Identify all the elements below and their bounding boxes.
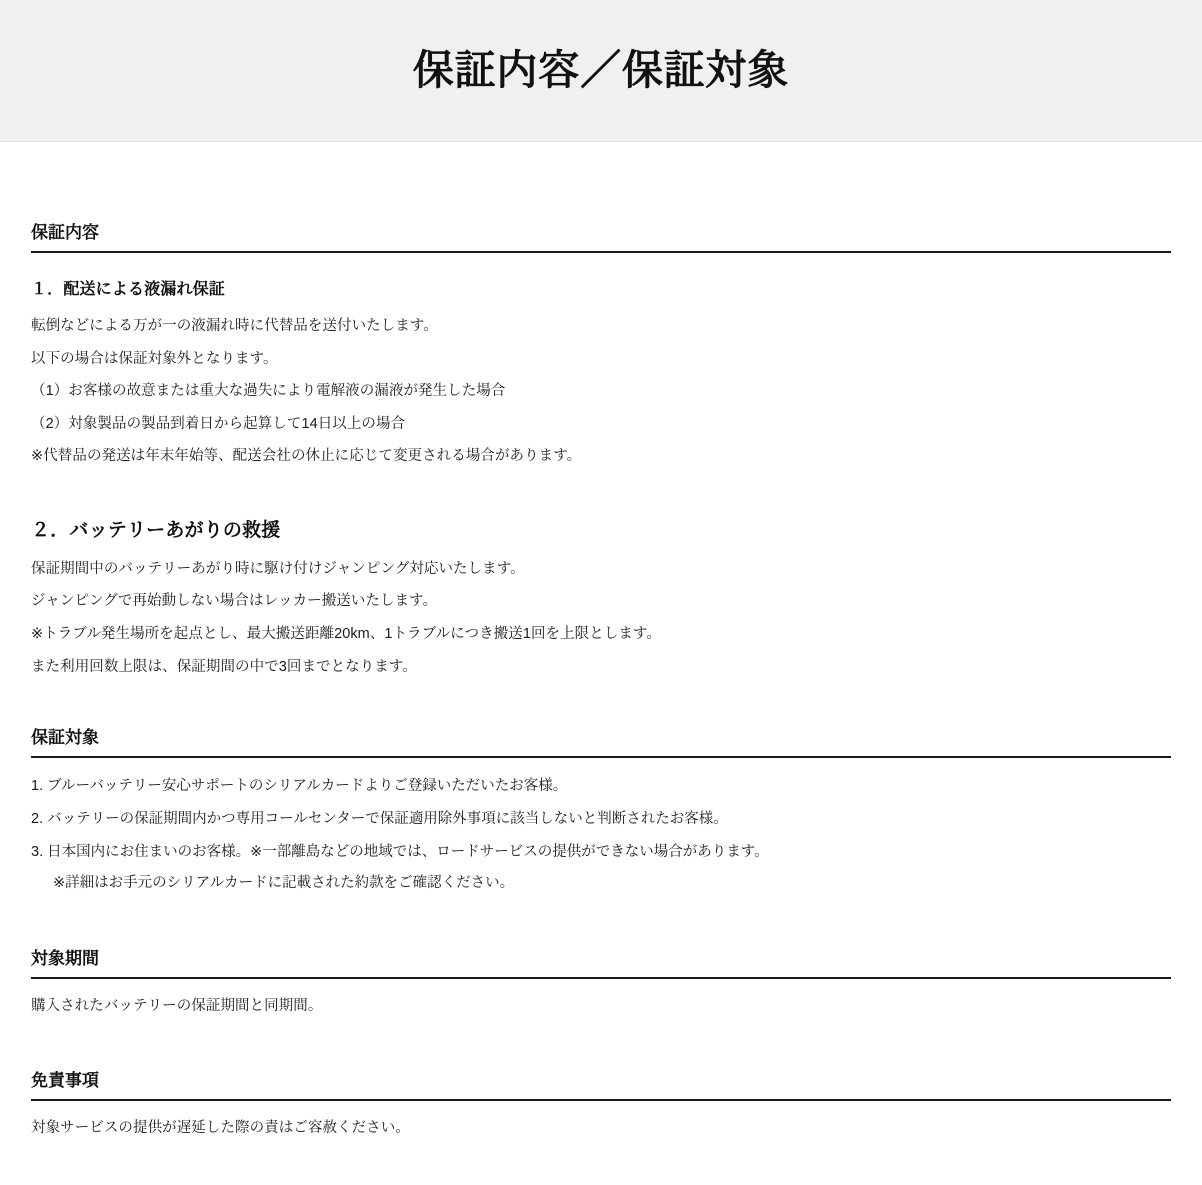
list-item: 2. バッテリーの保証期間内かつ専用コールセンターで保証適用除外事項に該当しないと判断されたお客様。 (31, 811, 728, 828)
paragraph: 以下の場合は保証対象外となります。 (31, 350, 278, 367)
list-item: 1. ブルーバッテリー安心サポートのシリアルカードよりご登録いただいたお客様。 (31, 778, 568, 795)
paragraph: 転倒などによる万が一の液漏れ時に代替品を送付いたします。 (31, 318, 438, 334)
subsection-heading-battery-rescue: ２．バッテリーあがりの救援 (31, 519, 281, 541)
paragraph: （1）お客様の故意または重大な過失により電解液の漏液が発生した場合 (31, 383, 506, 400)
list-item-note: ※詳細はお手元のシリアルカードに記載された約款をご確認ください。 (53, 874, 515, 891)
paragraph: 対象サービスの提供が遅延した際の責はご容赦ください。 (31, 1120, 410, 1137)
paragraph: （2）対象製品の製品到着日から起算して14日以上の場合 (31, 415, 406, 432)
section-warranty-target (31, 723, 1171, 894)
paragraph: ※代替品の発送は年末年始等、配送会社の休止に応じて変更される場合があります。 (31, 448, 582, 465)
section-heading-target-period: 対象期間 (31, 944, 1171, 979)
section-disclaimer (31, 1066, 1171, 1139)
document-body (0, 218, 1202, 1185)
list-item: 3. 日本国内にお住まいのお客様。※一部離島などの地域では、ロードサービスの提供ができない場合があります。 (31, 843, 769, 860)
bottom-spacer (31, 1139, 1171, 1185)
section-warranty-content (31, 218, 1171, 677)
paragraph: ジャンピングで再始動しない場合はレッカー搬送いたします。 (31, 593, 438, 610)
subsection-body-leak-warranty (31, 316, 1171, 467)
page-header-band (0, 0, 1202, 142)
page-title: 保証内容／保証対象 (412, 46, 790, 93)
paragraph: 購入されたバッテリーの保証期間と同期間。 (31, 997, 323, 1014)
warranty-target-list (31, 776, 1171, 894)
disclaimer-body (31, 1118, 1171, 1139)
subsection-heading-leak-warranty: １．配送による液漏れ保証 (31, 281, 225, 298)
section-heading-disclaimer: 免責事項 (31, 1066, 1171, 1101)
target-period-body (31, 996, 1171, 1017)
subsection-body-battery-rescue (31, 559, 1171, 677)
section-target-period (31, 944, 1171, 1017)
section-heading-warranty-content: 保証内容 (31, 218, 1171, 253)
paragraph: また利用回数上限は、保証期間の中で3回までとなります。 (31, 658, 417, 675)
paragraph: ※トラブル発生場所を起点とし、最大搬送距離20km、1トラブルにつき搬送1回を上限とします。 (31, 626, 661, 643)
paragraph: 保証期間中のバッテリーあがり時に駆け付けジャンピング対応いたします。 (31, 560, 525, 577)
section-heading-warranty-target: 保証対象 (31, 723, 1171, 758)
